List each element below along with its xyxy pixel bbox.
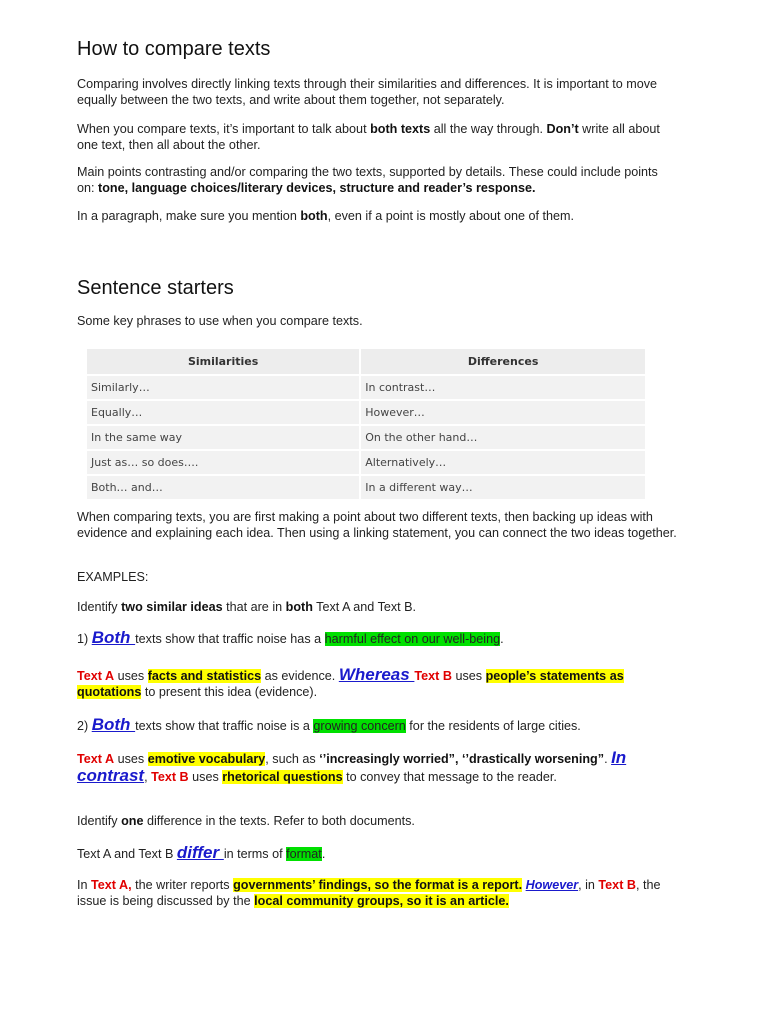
- text-b-label: Text B: [414, 669, 452, 683]
- table-cell: Alternatively…: [360, 450, 646, 475]
- text-run: 2): [77, 719, 92, 733]
- text-run: to convey that message to the reader.: [342, 769, 557, 784]
- text-run: the writer reports: [131, 878, 234, 892]
- text-run: Main points contrasting and/or comparing the two texts, supported by details. These could include points on:: [77, 165, 658, 195]
- bold-run: both: [300, 209, 328, 223]
- text-a-label: Text A: [77, 752, 115, 766]
- table-cell: Equally…: [86, 400, 360, 425]
- text-a-label: Text A: [77, 669, 115, 683]
- text-run: Text A and Text B.: [312, 600, 417, 614]
- highlight-green: harmful effect on our well-being: [324, 632, 501, 646]
- text-run: difference in the texts. Refer to both documents.: [143, 814, 415, 828]
- table-cell: On the other hand…: [360, 425, 646, 450]
- text-b-label: Text B: [151, 769, 189, 784]
- task-similar-ideas: [77, 600, 677, 616]
- highlight-green: format: [286, 847, 322, 861]
- linking-word: Both: [91, 628, 136, 647]
- table-cell: Just as… so does….: [86, 450, 360, 475]
- task-difference: [77, 814, 677, 830]
- text-b-label: Text B: [598, 878, 636, 892]
- text-run: to present this idea (evidence).: [141, 684, 318, 699]
- bold-run: Don’t: [546, 122, 579, 136]
- example-2: [77, 717, 677, 735]
- example-3: [77, 845, 677, 863]
- text-run: 1): [77, 632, 92, 646]
- text-run: write all about one text, then all about the other.: [77, 122, 660, 152]
- example-2-evidence: [77, 750, 677, 785]
- text-run: .: [604, 752, 612, 766]
- text-run: .: [321, 847, 326, 861]
- table-row: [86, 400, 646, 425]
- column-header: Differences: [360, 348, 646, 375]
- table-cell: Similarly…: [86, 375, 360, 400]
- text-run: , even if a point is mostly about one of them.: [327, 209, 575, 223]
- text-run: Identify: [77, 814, 122, 828]
- bold-run: one: [121, 814, 144, 828]
- text-run: for the residents of large cities.: [405, 719, 581, 733]
- linking-word: Both: [91, 715, 136, 734]
- highlight-yellow: emotive vocabulary: [147, 752, 266, 766]
- highlight-yellow: facts and statistics: [147, 669, 262, 683]
- text-run: , the issue is being discussed by the: [77, 878, 661, 908]
- text-run: In: [77, 878, 92, 892]
- highlight-green: growing concern: [313, 719, 406, 733]
- highlight-yellow: local community groups, so it is an article.: [254, 893, 509, 908]
- section-title: Sentence starters: [77, 277, 234, 299]
- table-cell: In the same way: [86, 425, 360, 450]
- text-run: in terms of: [223, 847, 287, 861]
- text-run: all the way through.: [430, 122, 547, 136]
- column-header: Similarities: [86, 348, 360, 375]
- text-run: Text A and Text B: [77, 847, 177, 861]
- bold-run: two similar ideas: [121, 600, 223, 614]
- paragraph-intro: Comparing involves directly linking texts through their similarities and differences. It is important to move equally between the two texts, and write about them together, not separately.: [77, 77, 658, 107]
- example-1-evidence: [77, 667, 677, 700]
- text-a-label: Text A,: [91, 878, 132, 892]
- text-run: texts show that traffic noise has a: [135, 632, 325, 646]
- paragraph-both-texts: [77, 122, 677, 153]
- linking-word: In contrast: [77, 748, 627, 785]
- linking-word: differ: [176, 843, 224, 862]
- paragraph-comparing: When comparing texts, you are first making a point about two different texts, then backing up ideas with evidence and explaining each idea. Then using a linking statement, you can connect the two ideas together.: [77, 510, 677, 540]
- text-run: , such as: [265, 752, 320, 766]
- highlight-yellow: people’s statements as quotations: [77, 669, 624, 699]
- bold-run: both texts: [370, 122, 431, 136]
- text-run: Identify: [77, 600, 122, 614]
- table-row: [86, 450, 646, 475]
- text-run: texts show that traffic noise is a: [135, 719, 314, 733]
- text-run: uses: [114, 752, 148, 766]
- linking-word: However: [525, 878, 579, 892]
- text-run: uses: [188, 769, 223, 784]
- table-cell: However…: [360, 400, 646, 425]
- highlight-yellow: governments’ findings, so the format is a report.: [233, 878, 523, 892]
- paragraph-main-points: [77, 165, 677, 196]
- paragraph-key-phrases: Some key phrases to use when you compare texts.: [77, 314, 363, 328]
- example-3-evidence: [77, 878, 677, 909]
- table-row: [86, 375, 646, 400]
- table-row: [86, 475, 646, 500]
- examples-label: EXAMPLES:: [77, 570, 149, 584]
- quotation: ‘’increasingly worried”, ‘’drastically worsening”: [319, 752, 605, 766]
- text-run: that are in: [222, 600, 286, 614]
- text-run: , in: [578, 878, 599, 892]
- text-run: .: [500, 632, 504, 646]
- table-cell: In a different way…: [360, 475, 646, 500]
- table-header-row: [86, 348, 646, 375]
- page-title: How to compare texts: [77, 38, 271, 60]
- table-cell: In contrast…: [360, 375, 646, 400]
- highlight-yellow: rhetorical questions: [222, 769, 343, 784]
- table-row: [86, 425, 646, 450]
- text-run: When you compare texts, it’s important to talk about: [77, 122, 371, 136]
- linking-word: Whereas: [338, 665, 415, 684]
- text-run: uses: [114, 669, 148, 683]
- text-run: ,: [144, 769, 152, 784]
- bold-run: both: [285, 600, 313, 614]
- text-run: uses: [451, 669, 486, 683]
- paragraph-mention-both: [77, 209, 677, 225]
- text-run: as evidence.: [261, 669, 339, 683]
- bold-run: tone, language choices/literary devices, structure and reader’s response.: [98, 180, 536, 195]
- sentence-starters-table: [85, 347, 647, 501]
- table-cell: Both… and…: [86, 475, 360, 500]
- text-run: In a paragraph, make sure you mention: [77, 209, 301, 223]
- example-1: [77, 630, 677, 648]
